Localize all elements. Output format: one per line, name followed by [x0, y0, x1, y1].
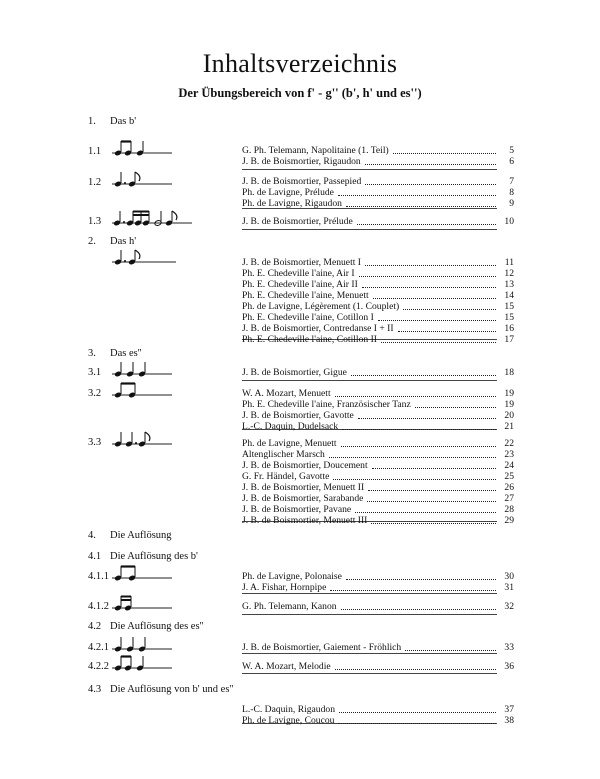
- toc-entry: Ph. de Lavigne, Prélude 8: [242, 187, 514, 198]
- toc-entry: J. B. de Boismortier, Gigue 18: [242, 367, 514, 378]
- section-code: 4.2.1: [88, 642, 109, 653]
- toc-entry: J. B. de Boismortier, Doucement 24: [242, 460, 514, 471]
- toc-entry: J. B. de Boismortier, Pavane 28: [242, 504, 514, 515]
- toc-entry: J. B. de Boismortier, Gavotte 20: [242, 410, 514, 421]
- group-divider: [242, 169, 497, 170]
- rhythm-notation-icon: [112, 653, 172, 673]
- toc-entry: Ph. de Lavigne, Polonaise 30: [242, 571, 514, 582]
- toc-entry: Ph. E. Chedeville l'aine, Französischer Tanz 19: [242, 399, 514, 410]
- toc-entry: L.-C. Daquin, Dudelsack 21: [242, 421, 514, 432]
- toc-entry: J. A. Fishar, Hornpipe 31: [242, 582, 514, 593]
- toc-entry: J. B. de Boismortier, Rigaudon 6: [242, 156, 514, 167]
- toc-entry: J. B. de Boismortier, Contredanse I + II 16: [242, 323, 514, 334]
- section-code: 4.1.1: [88, 571, 109, 582]
- rhythm-notation-icon: [112, 593, 172, 613]
- toc-entry: Ph. E. Chedeville l'aine, Air I 12: [242, 268, 514, 279]
- section-code: 3.1: [88, 367, 102, 378]
- toc-entry: Ph. E. Chedeville l'aine, Cotillon II 17: [242, 334, 514, 345]
- section-code: 3.3: [88, 437, 102, 448]
- group-divider: [242, 653, 497, 654]
- section-code: 3.2: [88, 388, 102, 399]
- toc-entry: Ph. de Lavigne, Menuett 22: [242, 438, 514, 449]
- section-heading: 3. Das es'': [88, 348, 142, 359]
- group-divider: [242, 614, 497, 615]
- section-code: 1.1: [88, 146, 102, 157]
- toc-entry: J. B. de Boismortier, Menuett II 26: [242, 482, 514, 493]
- toc-entry: Ph. de Lavigne, Légèrement (1. Couplet) 15: [242, 301, 514, 312]
- toc-entry: L.-C. Daquin, Rigaudon 37: [242, 704, 514, 715]
- toc-entry: G. Ph. Telemann, Kanon 32: [242, 601, 514, 612]
- rhythm-notation-icon: [112, 429, 172, 449]
- toc-entry: Ph. E. Chedeville l'aine, Menuett 14: [242, 290, 514, 301]
- toc-entry: Ph. de Lavigne, Rigaudon 9: [242, 198, 514, 209]
- rhythm-notation-icon: [112, 169, 172, 189]
- section-heading: 4.1 Die Auflösung des b': [88, 551, 198, 562]
- group-divider: [242, 229, 497, 230]
- toc-entry: J. B. de Boismortier, Passepied 7: [242, 176, 514, 187]
- toc-entry: J. B. de Boismortier, Menuett I 11: [242, 257, 514, 268]
- toc-entry: W. A. Mozart, Melodie 36: [242, 661, 514, 672]
- section-heading: 4. Die Auflösung: [88, 530, 172, 541]
- rhythm-notation-icon: [112, 634, 172, 654]
- rhythm-notation-icon: [112, 138, 172, 158]
- group-divider: [242, 673, 497, 674]
- group-divider: [242, 593, 497, 594]
- section-heading: 1. Das b': [88, 116, 137, 127]
- rhythm-notation-icon: [112, 380, 172, 400]
- section-code: 1.3: [88, 216, 102, 227]
- section-code: 4.2.2: [88, 661, 109, 672]
- toc-entry: Altenglischer Marsch 23: [242, 449, 514, 460]
- toc-entry: J. B. de Boismortier, Gaiement - Fröhlich 33: [242, 642, 514, 653]
- section-heading: 4.2 Die Auflösung des es'': [88, 621, 204, 632]
- toc-entry: Ph. E. Chedeville l'aine, Air II 13: [242, 279, 514, 290]
- rhythm-notation-icon: [112, 247, 176, 267]
- section-code: 4.1.2: [88, 601, 109, 612]
- page-subtitle: Der Übungsbereich von f' - g'' (b', h' und es''): [178, 86, 422, 100]
- toc-entry: Ph. E. Chedeville l'aine, Cotillon I 15: [242, 312, 514, 323]
- rhythm-notation-icon: [112, 208, 192, 228]
- section-code: 1.2: [88, 177, 102, 188]
- section-heading: 2. Das h': [88, 236, 137, 247]
- section-heading: 4.3 Die Auflösung von b' und es'': [88, 684, 234, 695]
- page-title: Inhaltsverzeichnis: [202, 49, 398, 78]
- toc-entry: W. A. Mozart, Menuett 19: [242, 388, 514, 399]
- toc-entry: Ph. de Lavigne, Coucou 38: [242, 715, 514, 726]
- toc-entry: J. B. de Boismortier, Menuett III 29: [242, 515, 514, 526]
- toc-entry: G. Fr. Händel, Gavotte 25: [242, 471, 514, 482]
- rhythm-notation-icon: [112, 563, 172, 583]
- toc-entry: J. B. de Boismortier, Prélude 10: [242, 216, 514, 227]
- group-divider: [242, 380, 497, 381]
- toc-entry: G. Ph. Telemann, Napolitaine (1. Teil) 5: [242, 145, 514, 156]
- rhythm-notation-icon: [112, 359, 172, 379]
- toc-entry: J. B. de Boismortier, Sarabande 27: [242, 493, 514, 504]
